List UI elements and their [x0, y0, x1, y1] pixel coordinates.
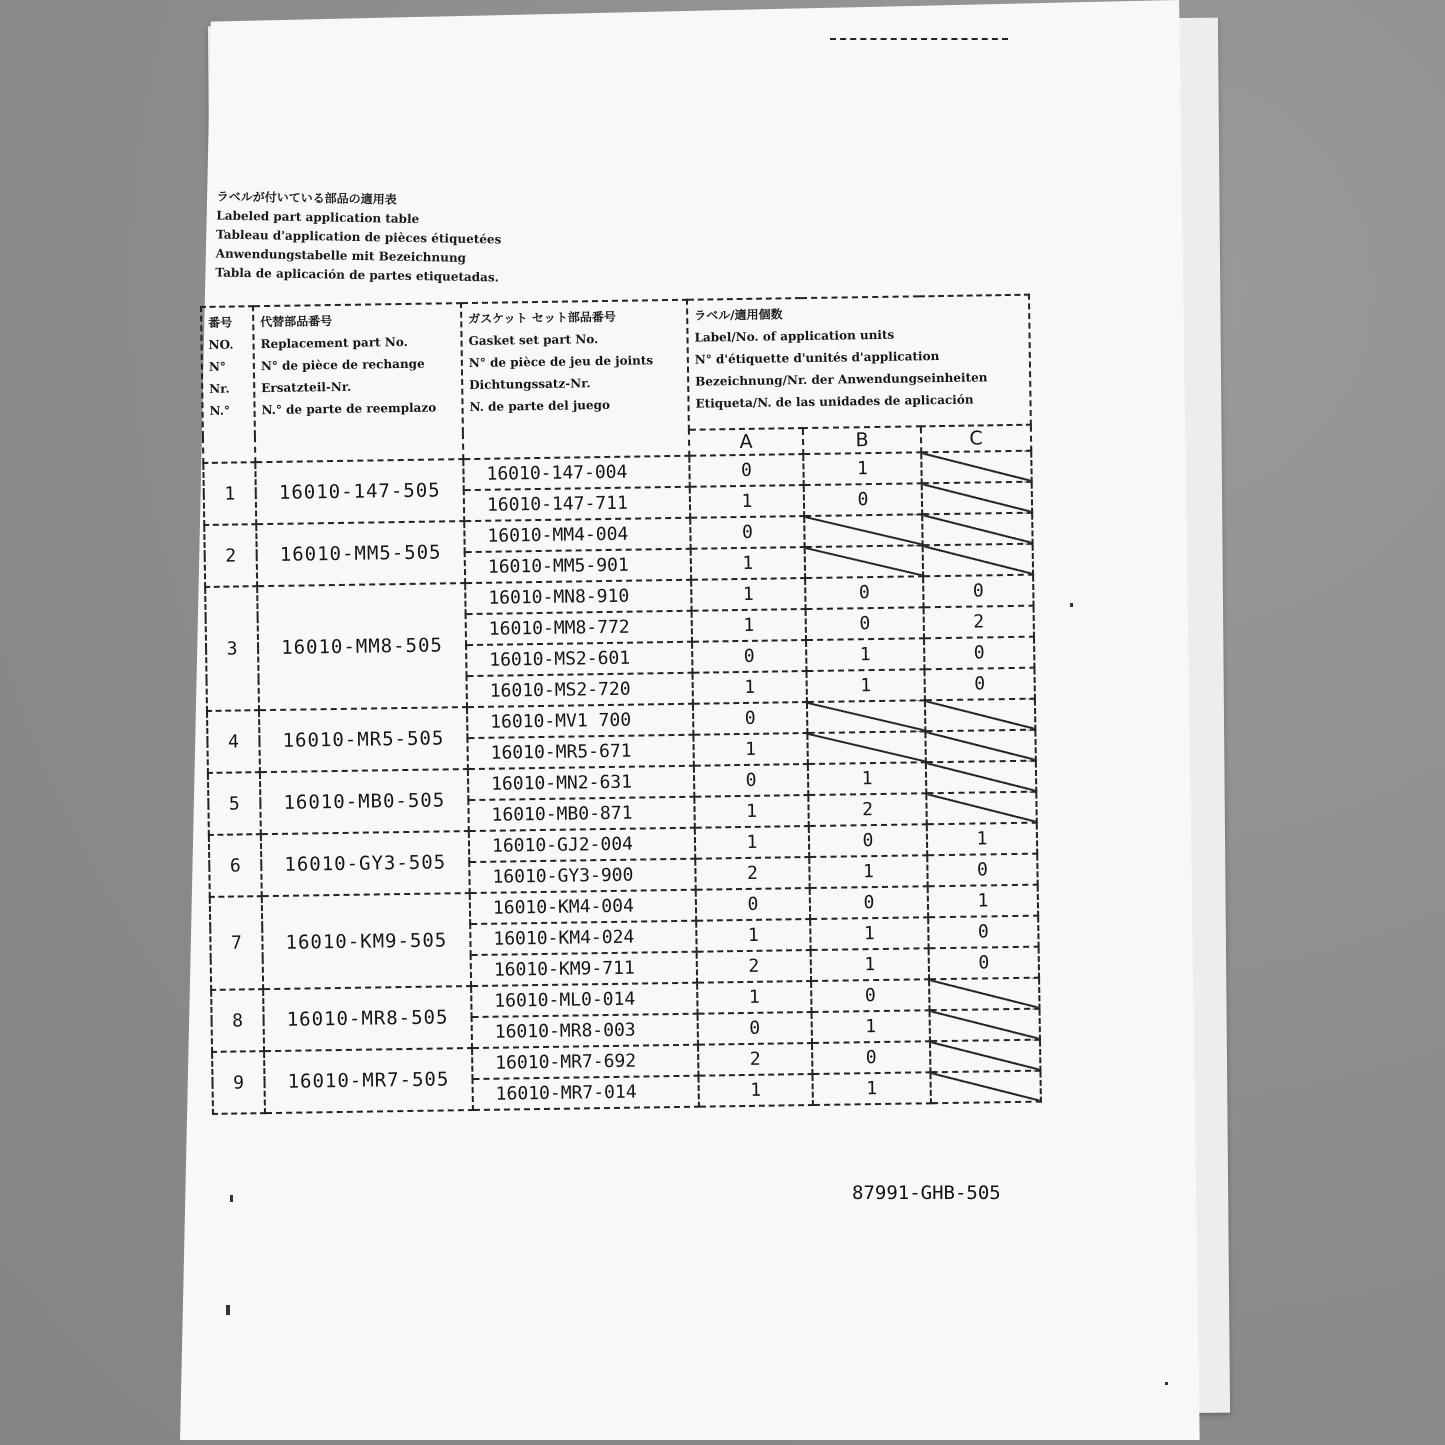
title-line-ja: ラベルが付いている部品の適用表	[216, 189, 397, 207]
group-no: 2	[204, 524, 257, 587]
label-count-b: 1	[809, 855, 927, 888]
gasket-part-no: 16010-MR8-003	[472, 1014, 698, 1048]
label-count-b: 1	[812, 1010, 930, 1043]
label-count-b: 0	[810, 886, 928, 919]
label-count-a: 2	[697, 950, 811, 983]
label-count-b: 1	[806, 638, 924, 671]
label-count-a: 0	[694, 764, 808, 797]
document-title	[215, 188, 502, 288]
header-gasket-set: ガスケット セット部品番号 Gasket set part No. N° de pièce de jeu de joints Dichtungssatz-Nr. N. de parte del juego	[461, 300, 689, 459]
gasket-part-no: 16010-MS2-720	[467, 673, 693, 707]
not-applicable-cell	[926, 792, 1036, 825]
label-count-b: 0	[812, 1041, 930, 1074]
top-dashed-line	[830, 38, 1008, 41]
header-no: 番号 NO. N° Nr. N.°	[201, 306, 255, 463]
label-count-c: 0	[927, 854, 1037, 887]
gasket-part-no: 16010-KM9-711	[471, 952, 697, 986]
gasket-part-no: 16010-MR5-671	[467, 735, 693, 769]
not-applicable-cell	[804, 514, 922, 547]
label-count-c: 1	[927, 823, 1037, 856]
label-count-b: 2	[808, 793, 926, 826]
not-applicable-cell	[930, 1040, 1040, 1073]
label-count-c: 0	[924, 668, 1034, 701]
document-code: 87991-GHB-505	[852, 1182, 1001, 1204]
replacement-part-no: 16010-MR5-505	[259, 707, 468, 772]
label-count-b: 1	[810, 917, 928, 950]
not-applicable-cell	[930, 1009, 1040, 1042]
header-replacement-part: 代替部品番号 Replacement part No. N° de pièce de rechange Ersatzteil-Nr. N.° de parte de reemplazo	[253, 303, 463, 462]
label-count-a: 1	[698, 1074, 812, 1107]
gasket-part-no: 16010-MR7-692	[472, 1045, 698, 1079]
not-applicable-cell	[925, 699, 1035, 732]
label-count-a: 1	[696, 919, 810, 952]
not-applicable-cell	[930, 1071, 1040, 1104]
label-count-a: 1	[694, 795, 808, 828]
label-count-c: 2	[924, 606, 1034, 639]
replacement-part-no: 16010-GY3-505	[261, 831, 470, 896]
title-line-en: Labeled part application table	[216, 208, 420, 227]
replacement-part-no: 16010-MM5-505	[256, 521, 465, 586]
gasket-part-no: 16010-MM5-901	[465, 549, 691, 583]
gasket-part-no: 16010-KM4-024	[470, 921, 696, 955]
label-count-a: 1	[692, 609, 806, 642]
gasket-part-no: 16010-MB0-871	[468, 797, 694, 831]
gasket-part-no: 16010-GY3-900	[469, 859, 695, 893]
gasket-part-no: 16010-MR7-014	[472, 1076, 698, 1110]
not-applicable-cell	[921, 451, 1031, 484]
gasket-part-no: 16010-ML0-014	[471, 983, 697, 1017]
label-count-b: 1	[803, 452, 921, 485]
header-col-c: C	[921, 425, 1031, 453]
label-count-b: 1	[806, 669, 924, 702]
print-speck	[1070, 603, 1073, 607]
replacement-part-no: 16010-KM9-505	[262, 893, 471, 989]
print-speck	[1165, 1382, 1168, 1385]
label-count-a: 2	[698, 1043, 812, 1076]
label-count-a: 1	[691, 578, 805, 611]
group-no: 4	[207, 710, 260, 773]
not-applicable-cell	[929, 978, 1039, 1011]
gasket-part-no: 16010-147-004	[463, 456, 689, 490]
group-no: 6	[209, 834, 262, 897]
title-line-de: Anwendungstabelle mit Bezeichnung	[215, 246, 467, 265]
group-no: 9	[212, 1051, 265, 1114]
label-count-a: 0	[698, 1012, 812, 1045]
label-count-c: 0	[924, 637, 1034, 670]
label-count-a: 1	[691, 547, 805, 580]
replacement-part-no: 16010-MR7-505	[264, 1048, 473, 1113]
label-count-a: 1	[697, 981, 811, 1014]
label-count-a: 0	[696, 888, 810, 921]
label-count-a: 1	[695, 826, 809, 859]
header-label-units: ラベル/適用個数 Label/No. of application units N° d'étiquette d'unités d'application Bezeichnung/Nr. der Anwendungseinheiten Etiqueta/N. de las unidades de aplicación	[687, 295, 1031, 430]
print-speck	[230, 1195, 233, 1202]
group-no: 7	[210, 896, 263, 990]
table-body	[203, 451, 1041, 1114]
not-applicable-cell	[805, 545, 923, 578]
header-col-a: A	[689, 428, 803, 456]
replacement-part-no: 16010-147-505	[255, 459, 464, 524]
not-applicable-cell	[925, 730, 1035, 763]
label-count-a: 0	[693, 702, 807, 735]
replacement-part-no: 16010-MB0-505	[260, 769, 469, 834]
title-line-fr: Tableau d'application de pièces étiquetées	[215, 227, 502, 247]
group-no: 1	[203, 462, 256, 525]
label-count-a: 1	[692, 671, 806, 704]
label-count-a: 0	[692, 640, 806, 673]
title-line-es: Tabla de aplicación de partes etiquetadas.	[215, 265, 499, 285]
group-no: 5	[208, 772, 261, 835]
print-speck	[226, 1305, 230, 1315]
label-count-b: 0	[811, 979, 929, 1012]
label-count-b: 1	[811, 948, 929, 981]
gasket-part-no: 16010-MV1 700	[467, 704, 693, 738]
group-no: 8	[211, 989, 264, 1052]
label-count-a: 2	[695, 857, 809, 890]
replacement-part-no: 16010-MR8-505	[263, 986, 472, 1051]
not-applicable-cell	[922, 482, 1032, 515]
label-count-c: 0	[923, 575, 1033, 608]
not-applicable-cell	[922, 513, 1032, 546]
gasket-part-no: 16010-MM8-772	[466, 611, 692, 645]
group-no: 3	[205, 586, 259, 711]
label-count-b: 0	[805, 576, 923, 609]
label-count-a: 0	[689, 454, 803, 487]
replacement-part-no: 16010-MM8-505	[257, 583, 467, 710]
label-count-b: 1	[812, 1072, 930, 1105]
label-count-a: 1	[693, 733, 807, 766]
label-count-b: 0	[804, 483, 922, 516]
gasket-part-no: 16010-KM4-004	[470, 890, 696, 924]
label-count-b: 0	[809, 824, 927, 857]
label-count-c: 0	[929, 947, 1039, 980]
gasket-part-no: 16010-147-711	[464, 487, 690, 521]
not-applicable-cell	[926, 761, 1036, 794]
label-count-b: 1	[808, 762, 926, 795]
label-count-c: 1	[928, 885, 1038, 918]
gasket-part-no: 16010-MN8-910	[465, 580, 691, 614]
not-applicable-cell	[807, 731, 925, 764]
label-count-b: 0	[806, 607, 924, 640]
gasket-part-no: 16010-MM4-004	[464, 518, 690, 552]
application-table	[200, 294, 1042, 1115]
label-count-a: 0	[690, 516, 804, 549]
header-col-b: B	[803, 426, 921, 454]
gasket-part-no: 16010-MS2-601	[466, 642, 692, 676]
not-applicable-cell	[923, 544, 1033, 577]
label-count-c: 0	[928, 916, 1038, 949]
gasket-part-no: 16010-MN2-631	[468, 766, 694, 800]
not-applicable-cell	[807, 700, 925, 733]
gasket-part-no: 16010-GJ2-004	[469, 828, 695, 862]
label-count-a: 1	[690, 485, 804, 518]
